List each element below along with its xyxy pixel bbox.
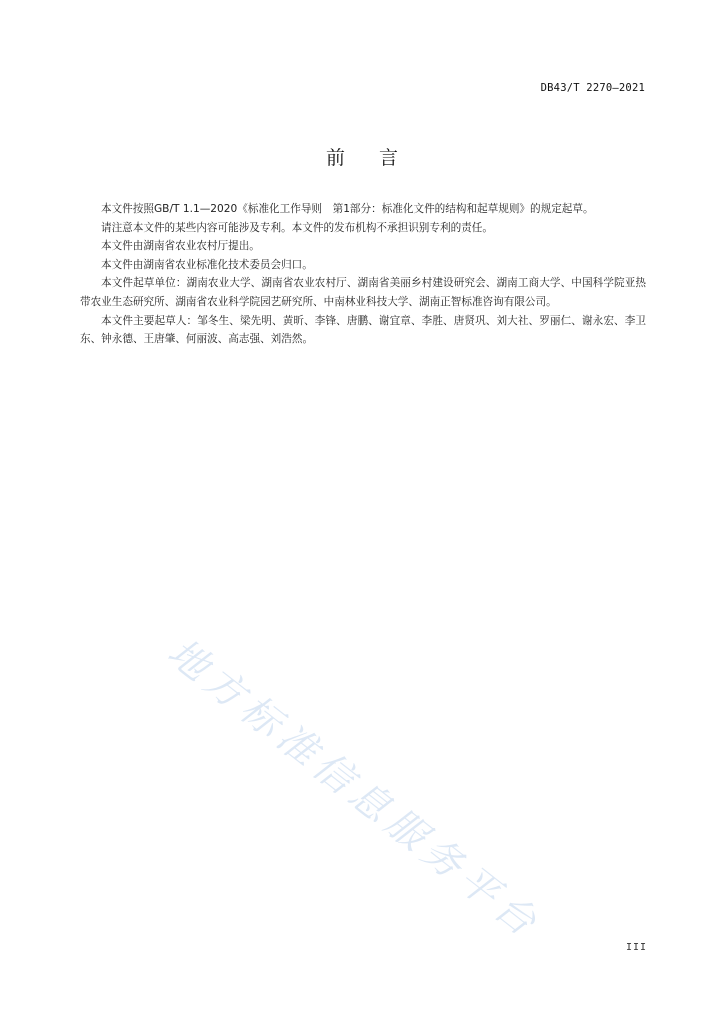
document-code: DB43/T 2270—2021 [540, 82, 645, 94]
paragraph-drafters: 本文件主要起草人：邹冬生、梁先明、黄昕、李锋、唐鹏、谢宜章、李胜、唐贤巩、刘大社、罗丽仁、谢永宏、李卫东、钟永德、王唐肇、何丽波、高志强、刘浩然。 [80, 314, 646, 346]
paragraph-proposer: 本文件由湖南省农业农村厅提出。 [101, 240, 260, 253]
paragraph-drafting-rules: 本文件按照GB/T 1.1—2020《标准化工作导则 第1部分：标准化文件的结构和起草规则》的规定起草。 [101, 203, 594, 215]
watermark: 地方标准信息服务平台 [158, 630, 550, 949]
foreword-body [80, 200, 646, 349]
paragraph-patent-notice: 请注意本文件的某些内容可能涉及专利。本文件的发布机构不承担识别专利的责任。 [101, 221, 493, 234]
page-title: 前言 [325, 147, 432, 169]
paragraph-drafting-units: 本文件起草单位：湖南农业大学、湖南省农业农村厅、湖南省美丽乡村建设研究会、湖南工商大学、中国科学院亚热带农业生态研究所、湖南省农业科学院园艺研究所、中南林业科技大学、湖南正智标准咨询有限公司。 [80, 277, 646, 308]
page-number: III [625, 942, 647, 953]
paragraph-committee: 本文件由湖南省农业标准化技术委员会归口。 [101, 258, 313, 271]
